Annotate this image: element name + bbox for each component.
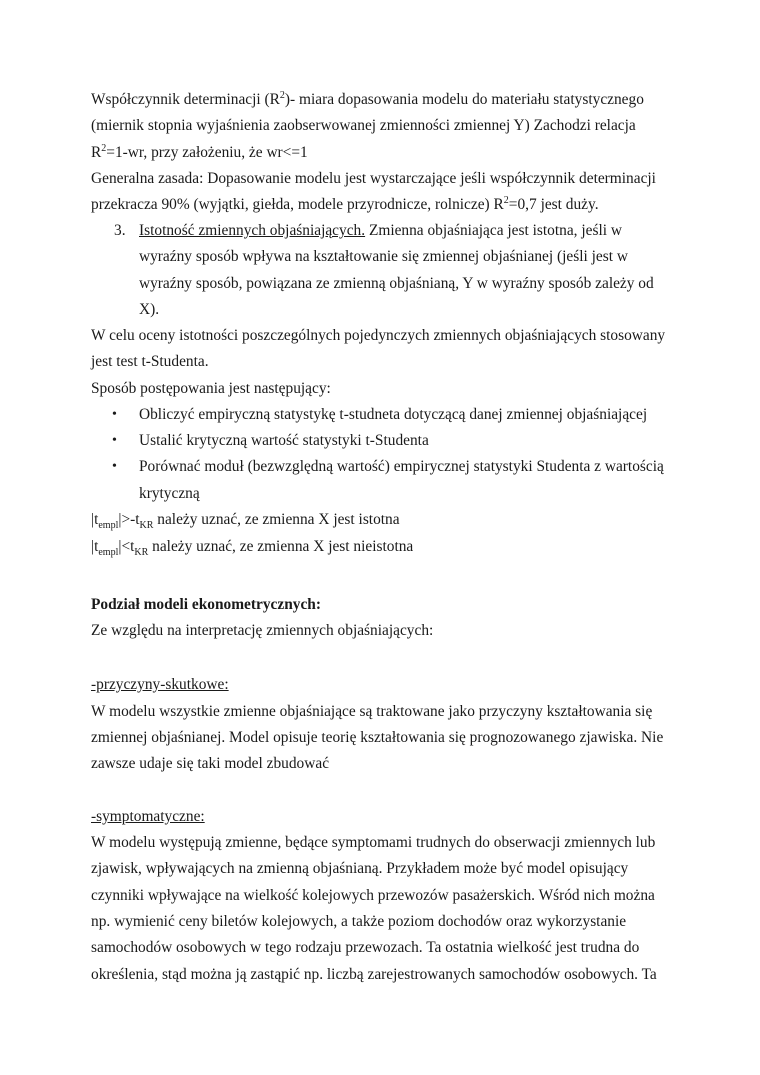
text-segment: |t — [91, 511, 99, 528]
symptomatic-line-4: np. wymienić ceny biletów kolejowych, a także poziom dochodów oraz wykorzystanie — [91, 913, 627, 930]
bullet-icon: • — [112, 407, 117, 422]
subscript: KR — [134, 547, 149, 558]
text-segment: należy uznać, ze zmienna X jest istotna — [153, 511, 400, 528]
item3-title: Istotność zmiennych objaśniających. — [139, 222, 366, 239]
item3-line-3: wyraźny sposób, powiązana ze zmienną objaśnianą, Y w wyraźny sposób zależy od — [139, 275, 654, 292]
item3-line-2: wyraźny sposób wpływa na kształtowanie się zmiennej objaśnianej (jeśli jest w — [139, 248, 628, 265]
text-segment: przekracza 90% (wyjątki, giełda, modele przyrodnicze, rolnicze) R — [91, 196, 504, 213]
general-rule-line-1: Generalna zasada: Dopasowanie modelu jest wystarczające jeśli współczynnik determinacji — [91, 170, 656, 187]
item3-line-1 — [139, 222, 622, 240]
text-segment: |t — [91, 538, 99, 555]
determination-coefficient-line-2: (miernik stopnia wyjaśnienia zaobserwowanej zmienności zmiennej Y) Zachodzi relacja — [91, 117, 636, 134]
determination-coefficient-line-1 — [91, 91, 644, 111]
bullet-item-1: Obliczyć empiryczną statystykę t-studneta dotyczącą danej zmiennej objaśniającej — [139, 406, 648, 423]
superscript: 2 — [503, 195, 509, 206]
subscript: empl — [98, 547, 119, 558]
section-heading: Podział modeli ekonometrycznych: — [91, 596, 321, 613]
text-segment: Współczynnik determinacji (R — [91, 91, 280, 108]
text-segment: =0,7 jest duży. — [508, 196, 599, 213]
text-segment: )- miara dopasowania modelu do materiału statystycznego — [284, 91, 644, 108]
rule-insignificant — [91, 538, 413, 558]
bullet-item-3-line-2: krytyczną — [139, 485, 200, 502]
text-segment: |<t — [118, 538, 135, 555]
section-intro: Ze względu na interpretację zmiennych objaśniających: — [91, 622, 434, 639]
subscript: empl — [98, 520, 119, 531]
item3-line-4: X). — [139, 301, 160, 318]
symptomatic-line-1: W modelu występują zmienne, będące symptomami trudnych do obserwacji zmiennych lub — [91, 834, 656, 851]
rule-significant — [91, 511, 400, 531]
bullet-item-2: Ustalić krytyczną wartość statystyki t-Studenta — [139, 432, 429, 449]
bullet-icon: • — [112, 459, 117, 474]
text-segment: |>-t — [118, 511, 140, 528]
general-rule-line-2 — [91, 196, 599, 216]
list-number: 3. — [114, 222, 126, 239]
text-segment: R — [91, 144, 102, 161]
superscript: 2 — [279, 90, 285, 101]
t-test-line-1: W celu oceny istotności poszczególnych pojedynczych zmiennych objaśniających stosowany — [91, 327, 666, 344]
causal-heading: -przyczyny-skutkowe: — [91, 676, 229, 693]
text-segment: Zmienna objaśniająca jest istotna, jeśli w — [365, 222, 622, 239]
superscript: 2 — [101, 143, 107, 154]
symptomatic-heading: -symptomatyczne: — [91, 808, 205, 825]
symptomatic-line-3: czynniki wpływające na wielkość kolejowych przewozów pasażerskich. Wśród nich można — [91, 887, 655, 904]
text-segment: należy uznać, ze zmienna X jest nieistotna — [148, 538, 414, 555]
text-segment: =1-wr, przy założeniu, że wr<=1 — [106, 144, 308, 161]
procedure-intro: Sposób postępowania jest następujący: — [91, 380, 331, 397]
causal-line-3: zawsze udaje się taki model zbudować — [91, 755, 330, 772]
symptomatic-line-6: określenia, stąd można ją zastąpić np. liczbą zarejestrowanych samochodów osobowych. Ta — [91, 966, 657, 983]
subscript: KR — [139, 520, 154, 531]
t-test-line-2: jest test t-Studenta. — [91, 353, 209, 370]
bullet-item-3-line-1: Porównać moduł (bezwzględną wartość) empirycznej statystyki Studenta z wartością — [139, 458, 664, 475]
symptomatic-line-5: samochodów osobowych w tego rodzaju przewozach. Ta ostatnia wielkość jest trudna do — [91, 939, 640, 956]
causal-line-2: zmiennej objaśnianej. Model opisuje teorię kształtowania się prognozowanego zjawiska. Nie — [91, 729, 664, 746]
symptomatic-line-2: zjawisk, wpływających na zmienną objaśnianą. Przykładem może być model opisujący — [91, 860, 629, 877]
bullet-icon: • — [112, 433, 117, 448]
determination-coefficient-line-3 — [91, 144, 308, 164]
causal-line-1: W modelu wszystkie zmienne objaśniające są traktowane jako przyczyny kształtowania się — [91, 703, 653, 720]
